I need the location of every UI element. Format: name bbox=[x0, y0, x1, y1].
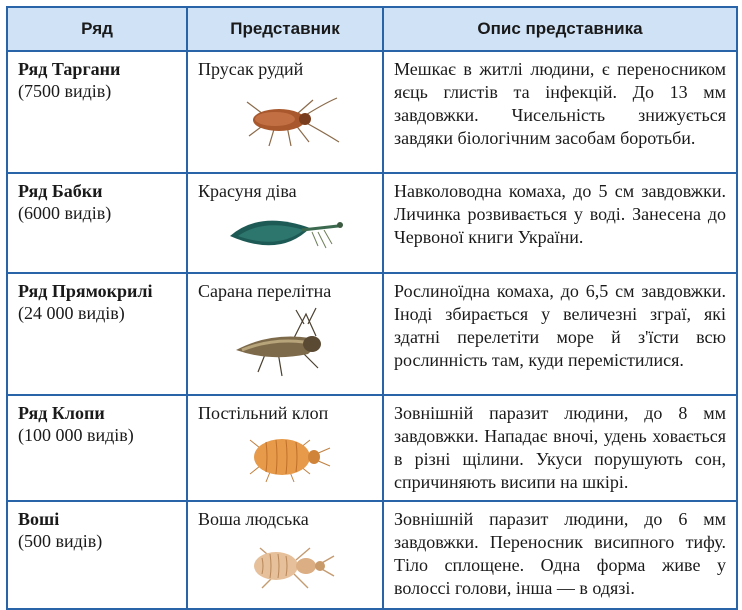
order-name: Воші bbox=[18, 509, 60, 529]
species-count: (7500 видів) bbox=[18, 81, 112, 101]
bedbug-icon bbox=[230, 428, 340, 486]
locust-icon bbox=[220, 306, 350, 382]
order-name: Ряд Бабки bbox=[18, 181, 103, 201]
representative-name: Сарана перелітна bbox=[198, 281, 332, 301]
order-cell bbox=[7, 273, 187, 395]
order-name: Ряд Прямокрилі bbox=[18, 281, 153, 301]
table-header-row bbox=[7, 7, 737, 51]
louse-icon bbox=[230, 534, 340, 600]
order-name: Ряд Клопи bbox=[18, 403, 105, 423]
insect-orders-table bbox=[6, 6, 738, 610]
description-text: Навколоводна комаха, до 5 см завдовжки. Личинка розвивається у воді. Занесена до Червоної книги України. bbox=[394, 181, 726, 247]
representative-name: Воша людська bbox=[198, 509, 309, 529]
header-description: Опис представника bbox=[383, 7, 737, 51]
table-row bbox=[7, 395, 737, 501]
order-cell bbox=[7, 173, 187, 273]
table-row bbox=[7, 173, 737, 273]
description-text: Зовнішній паразит людини, до 8 мм завдовжки. Нападає вночі, удень ховається в різні щілини. Укуси порушують сон, спричиняють висипи на шкірі. bbox=[394, 403, 726, 492]
description-text: Мешкає в житлі людини, є переносником яєць глистів та інфекцій. До 13 мм завдовжки. Чисельність знижується завдяки біологічним засобам боротьби. bbox=[394, 59, 726, 148]
description-text: Зовнішній паразит людини, до 6 мм завдовжки. Переносник висипного тифу. Тіло сплощене. Одна форма живе у волоссі голови, інша — в одязі. bbox=[394, 509, 726, 598]
representative-cell bbox=[187, 273, 383, 395]
representative-name: Прусак рудий bbox=[198, 59, 304, 79]
species-count: (500 видів) bbox=[18, 531, 103, 551]
header-order: Ряд bbox=[7, 7, 187, 51]
representative-cell bbox=[187, 501, 383, 609]
order-cell bbox=[7, 501, 187, 609]
description-text: Рослиноїдна комаха, до 6,5 см завдовжки. Іноді збирається у величезні зграї, які здатні перелетіти море й з'їсти всю рослинність там, куди перемістилися. bbox=[394, 281, 726, 370]
description-cell bbox=[383, 51, 737, 173]
species-count: (6000 видів) bbox=[18, 203, 112, 223]
order-cell bbox=[7, 51, 187, 173]
table-row bbox=[7, 51, 737, 173]
description-cell bbox=[383, 173, 737, 273]
order-name: Ряд Таргани bbox=[18, 59, 121, 79]
order-cell bbox=[7, 395, 187, 501]
representative-cell bbox=[187, 173, 383, 273]
description-cell bbox=[383, 273, 737, 395]
representative-name: Постільний клоп bbox=[198, 403, 329, 423]
header-representative: Представник bbox=[187, 7, 383, 51]
species-count: (24 000 видів) bbox=[18, 303, 125, 323]
representative-name: Красуня діва bbox=[198, 181, 297, 201]
description-cell bbox=[383, 501, 737, 609]
table-row bbox=[7, 273, 737, 395]
table-row bbox=[7, 501, 737, 609]
representative-cell bbox=[187, 51, 383, 173]
damselfly-icon bbox=[220, 206, 350, 266]
cockroach-icon bbox=[225, 84, 345, 154]
description-cell bbox=[383, 395, 737, 501]
representative-cell bbox=[187, 395, 383, 501]
species-count: (100 000 видів) bbox=[18, 425, 134, 445]
